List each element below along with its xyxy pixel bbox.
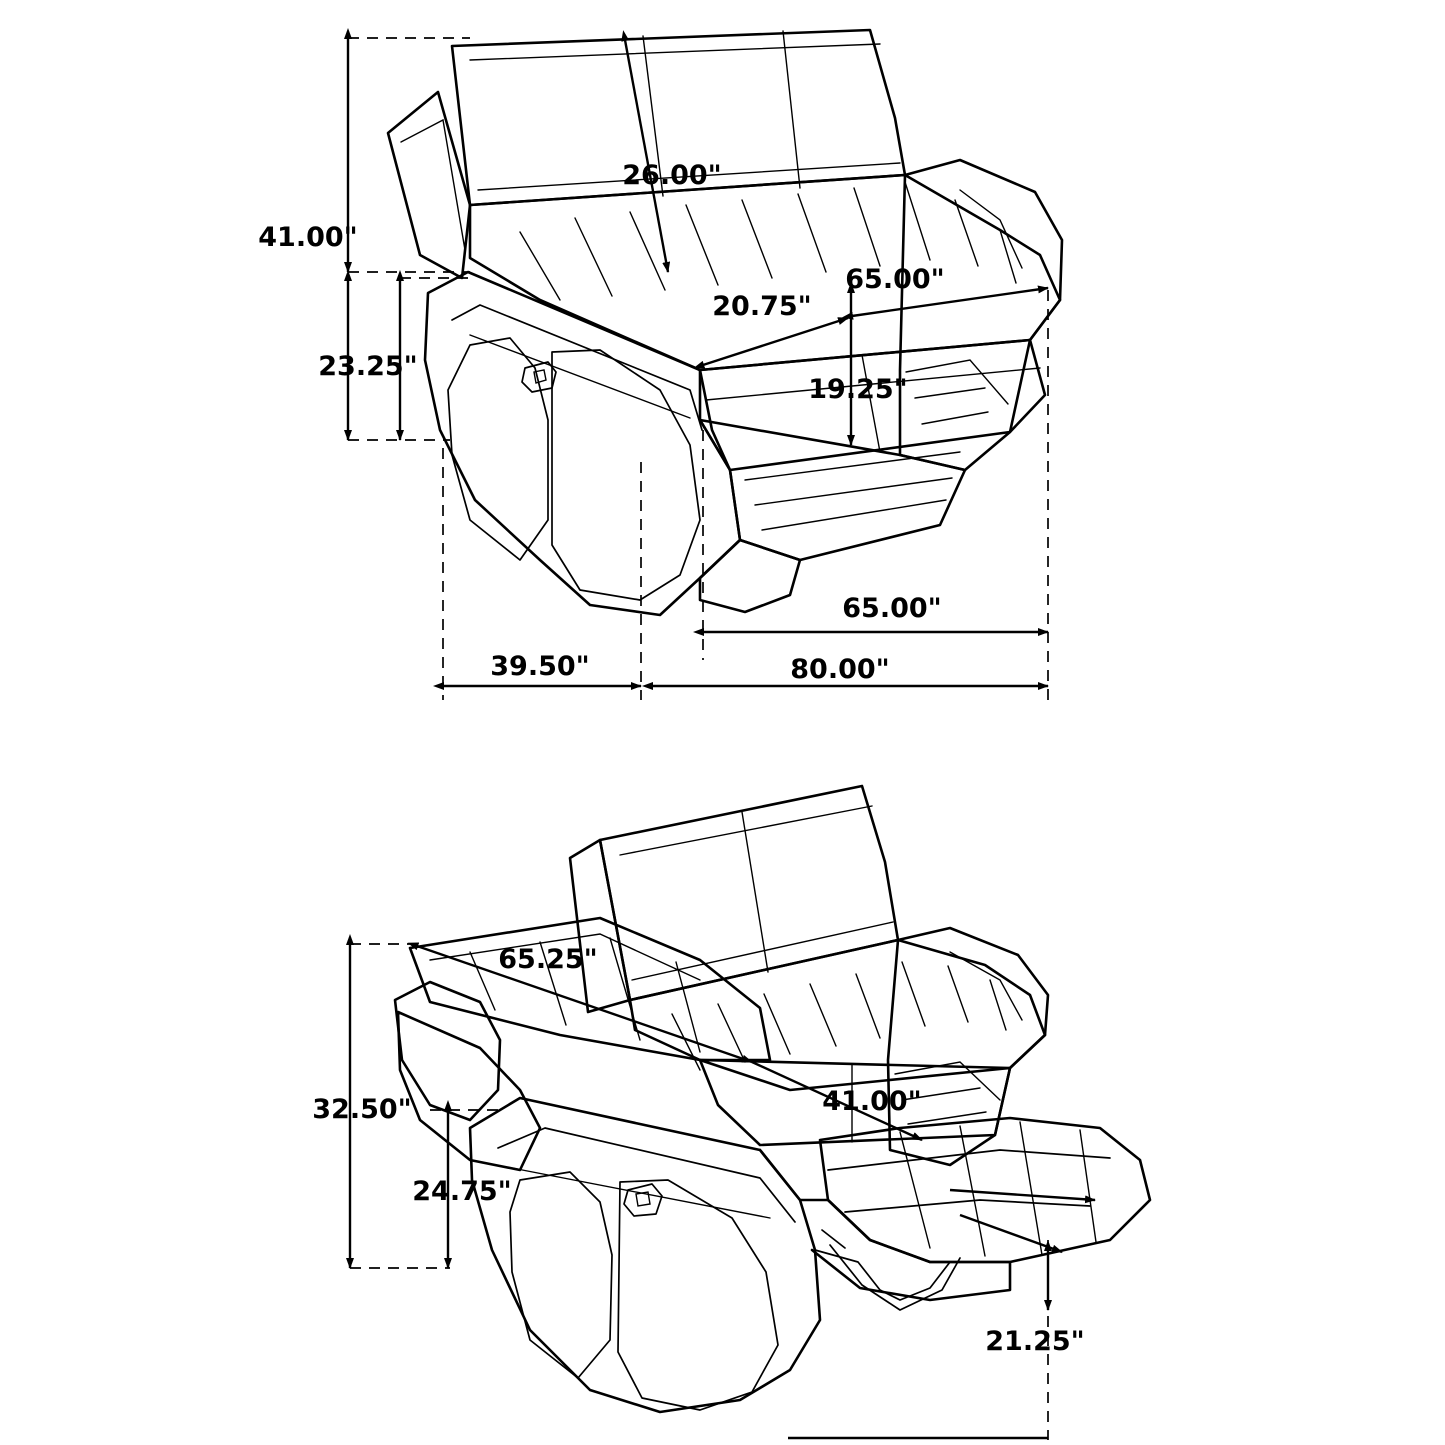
loveseat-dimension-annotations — [312, 944, 1095, 1440]
label-reclined-height: 32.50" — [312, 1094, 412, 1125]
dimline-back-cushion-height — [625, 40, 668, 272]
sofa-upright-illustration — [388, 30, 1062, 615]
loveseat-reclined-illustration — [395, 786, 1150, 1412]
label-arm-to-seat-height: 19.25" — [808, 374, 908, 405]
label-overall-depth: 39.50" — [490, 651, 590, 682]
label-overall-height: 41.00" — [258, 222, 358, 253]
label-footrest-extension: 21.25" — [985, 1326, 1085, 1357]
label-seat-width-inner: 65.00" — [845, 264, 945, 295]
label-seat-height: 23.25" — [318, 351, 418, 382]
sofa-dimension-annotations — [258, 38, 1048, 700]
label-seat-depth: 20.75" — [712, 291, 812, 322]
recliner-handle-icon-2 — [624, 1184, 662, 1216]
label-seating-width: 65.00" — [842, 593, 942, 624]
label-seat-height-loveseat: 24.75" — [412, 1176, 512, 1207]
dimline-footrest-top — [950, 1190, 1095, 1200]
dimline-footrest-diag — [960, 1215, 1062, 1252]
label-overall-width: 80.00" — [790, 654, 890, 685]
label-seat-back-length: 41.00" — [822, 1086, 922, 1117]
label-back-cushion-height: 26.00" — [622, 160, 722, 191]
label-reclined-length: 65.25" — [498, 944, 598, 975]
